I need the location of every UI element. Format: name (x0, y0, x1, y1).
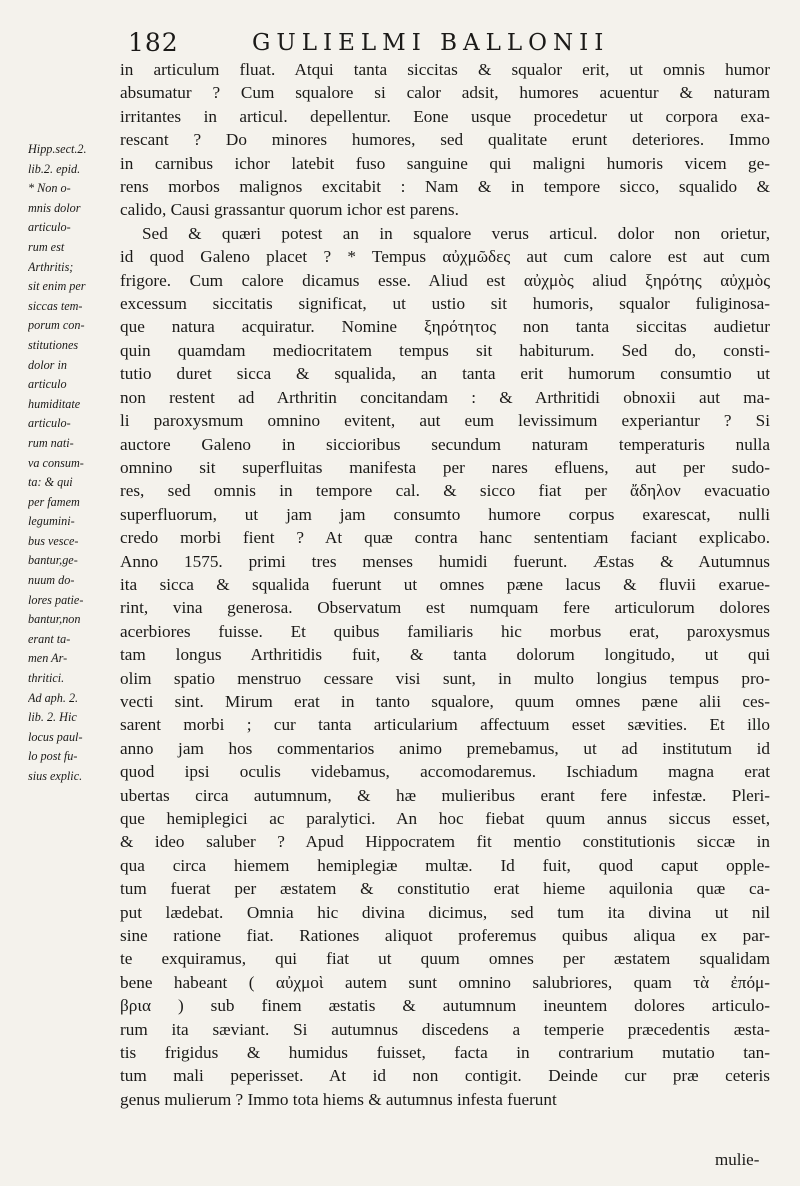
text-line: & ideo saluber ? Apud Hippocratem fit mentio constitutionis siccæ in (120, 832, 770, 852)
marginal-note-line: Arthritis; (28, 259, 74, 274)
text-line: tum fuerat per æstatem & constitutio erat hieme aquilonia quæ ca- (120, 879, 770, 899)
text-line: genus mulierum ? Immo tota hiems & autumnus infesta fuerunt (120, 1089, 557, 1109)
marginal-note-line: per famem (28, 494, 80, 509)
text-line: bene habeant ( αὐχμοὶ autem sunt omnino salubriores, quam τὰ ἐπόμ- (120, 972, 770, 992)
text-line: tam longus Arthritidis fuit, & tanta dolorum longitudo, ut qui (120, 645, 770, 665)
marginal-note-line: lib.2. epid. (28, 161, 81, 176)
marginal-note-line: nuum do- (28, 573, 75, 588)
text-line: credo morbi fient ? At quæ contra hanc sententiam faciant explicabo. (120, 528, 770, 548)
running-title: GULIELMI BALLONII (252, 30, 610, 56)
marginal-note-line: bantur,non (28, 612, 81, 627)
text-line: Anno 1575. primi tres menses humidi fuerunt. Æstas & Autumnus (120, 551, 770, 571)
text-line: olim spatio menstruo cessare visi sunt, in multo longius tempus pro- (120, 668, 770, 688)
text-line: βρια ) sub finem æstatis & autumnum ineuntem dolores articulo- (120, 996, 770, 1016)
marginal-note-line: sit enim per (28, 279, 86, 294)
marginal-note-line: bus vesce- (28, 533, 79, 548)
marginal-note-line: stitutiones (28, 337, 79, 352)
text-line: auctore Galeno in siccioribus secundum naturam temperaturis nulla (120, 434, 770, 454)
marginal-note-line: mnis dolor (28, 200, 81, 215)
text-line: res, sed omnis in tempore cal. & sicco fiat per ἄδηλον evacuatio (120, 481, 770, 501)
text-line: te exquiramus, qui fiat ut quum omnes per æstatem squalidam (120, 949, 770, 969)
text-line: sine ratione fiat. Rationes aliquot proferemus quibus aliqua ex par- (120, 926, 770, 946)
text-line: irritantes in articul. depellentur. Eone usque procedetur ut corpora exa- (120, 106, 770, 126)
text-line: rum ita sæviant. Si autumnus discedens a temperie præcedentis æsta- (120, 1019, 770, 1039)
marginal-note-line: lo post fu- (28, 749, 78, 764)
text-line: tum mali peperisset. At id non contigit. Deinde cur præ ceteris (120, 1066, 770, 1086)
text-line: quin quamdam mediocritatem tempus sit habiturum. Sed do, consti- (120, 340, 770, 360)
text-line: non restent ad Arthritin concitandam : & Arthritidi obnoxii aut ma- (120, 387, 770, 407)
marginal-note (28, 140, 118, 787)
marginal-note-line: dolor in (28, 357, 67, 372)
text-line: que natura acquiratur. Nomine ξηρότητος non tanta siccitas audietur (120, 317, 770, 337)
text-line: put lædebat. Omnia hic divina dicimus, sed tum ita divina ut nil (120, 902, 770, 922)
marginal-note-line: men Ar- (28, 651, 68, 666)
text-line: vecti sint. Mirum erat in tanto squalore, quum omnes pæne alii ces- (120, 691, 770, 711)
marginal-note-line: porum con- (28, 318, 85, 333)
text-line: que hemiplegici ac paralytici. An hoc fiebat quum annus siccus esset, (120, 809, 770, 828)
text-line: Sed & quæri potest an in squalore verus articul. dolor non orietur, (142, 223, 770, 243)
text-line: in articulum fluat. Atqui tanta siccitas & squalor erit, ut omnis humor (120, 60, 770, 79)
marginal-note-line: locus paul- (28, 729, 83, 744)
marginal-note-line: * Non o- (28, 181, 71, 196)
marginal-note-line: thritici. (28, 671, 65, 686)
marginal-note-line: sius explic. (28, 769, 83, 783)
marginal-note-line: rum est (28, 239, 65, 254)
text-line: rint, vina generosa. Observatum est numquam fere articulorum dolores (120, 598, 770, 618)
marginal-note-line: articulo (28, 377, 67, 392)
marginal-note-line: siccas tem- (28, 298, 83, 313)
marginal-note-line: rum nati- (28, 435, 74, 450)
body-text (120, 58, 770, 1111)
catchword: mulie- (715, 1150, 760, 1169)
text-line: li paroxysmum omnino evitent, aut eum levissimum experiantur ? Si (120, 411, 770, 431)
text-line: rescant ? Do minores humores, sed qualitate erunt deteriores. Immo (120, 130, 770, 150)
text-line: ubertas circa autumnum, & hæ mulieribus erant fere infestæ. Pleri- (120, 785, 770, 805)
text-line: rens morbos malignos excitabit : Nam & in tempore sicco, squalido & (120, 177, 770, 197)
text-line: anno jam hos commentarios animo premebamus, ut ad institutum id (120, 738, 770, 758)
page-number: 182 (128, 28, 179, 57)
text-line: quod ipsi oculis videbamus, accomodaremus. Ischiadum magna erat (120, 762, 770, 782)
text-line: sarent morbi ; cur tanta articularium affectuum esset sævities. Et illo (120, 715, 770, 735)
text-line: tis frigidus & humidus fuisset, facta in contrarium mutatio tan- (120, 1043, 770, 1063)
marginal-note-line: ta: & qui (28, 475, 73, 490)
text-line: tutio duret sicca & squalida, an tanta erit humorum consumtio ut (120, 364, 770, 384)
marginal-note-line: humiditate (28, 396, 81, 411)
marginal-note-line: articulo- (28, 220, 71, 235)
marginal-note-line: erant ta- (28, 631, 71, 646)
text-line: omnino sit superfluitas manifesta per nares efluens, aut per sudo- (120, 457, 770, 477)
text-line: acerbiores fuisse. Et quibus familiaris hic morbus erat, paroxysmus (120, 621, 770, 641)
marginal-note-line: va consum- (28, 455, 84, 470)
marginal-note-line: articulo- (28, 416, 71, 431)
text-line: excessum siccitatis significat, ut ustio sit humoris, squalor fuliginosa- (120, 294, 770, 314)
text-line: calido, Causi grassantur quorum ichor est parens. (120, 200, 459, 220)
marginal-note-line: Ad aph. 2. (28, 690, 79, 705)
marginal-note-line: legumini- (28, 514, 75, 529)
text-line: absumatur ? Cum squalore si calor adsit, humores acuentur & naturam (120, 83, 770, 103)
marginal-note-line: Hipp.sect.2. (28, 142, 87, 156)
text-line: frigore. Cum calore dicamus esse. Aliud est αὐχμὸς aliud ξηρότης αὐχμὸς (120, 270, 770, 290)
text-line: qua circa hiemem hemiplegiæ multæ. Id fuit, quod caput opple- (120, 855, 770, 875)
text-line: in carnibus ichor latebit fuso sanguine qui maligni humoris vicem ge- (120, 153, 770, 173)
marginal-note-line: lib. 2. Hic (28, 710, 77, 725)
text-line: id quod Galeno placet ? * Tempus αὐχμῶδες aut cum calore est aut cum (120, 247, 770, 267)
page-header (100, 28, 770, 60)
marginal-note-line: lores patie- (28, 592, 84, 607)
marginal-note-line: bantur,ge- (28, 553, 78, 568)
text-line: ita sicca & squalida fuerunt ut omnes pæne lacus & fluvii exarue- (120, 574, 770, 594)
text-line: superfluorum, ut jam jam consumto humore corpus exarescat, nulli (120, 504, 770, 524)
